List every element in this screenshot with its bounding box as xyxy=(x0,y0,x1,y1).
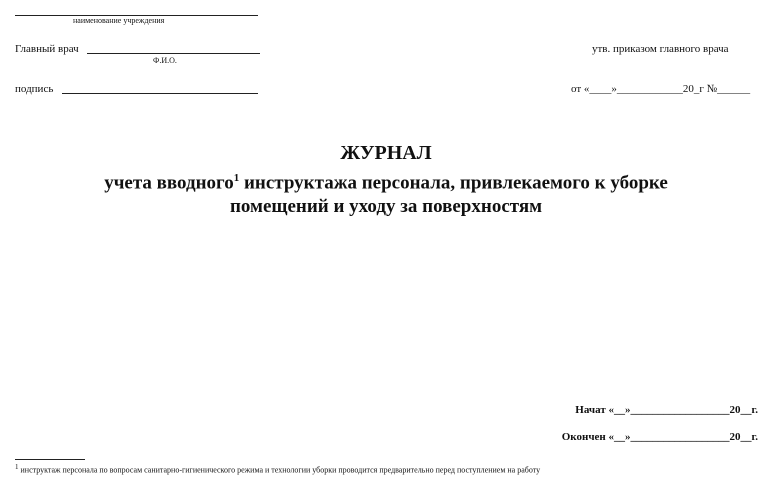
from-text: от «____»____________20_г №______ xyxy=(571,83,751,95)
institution-caption: наименование учреждения xyxy=(73,16,165,25)
approved-text: утв. приказом главного врача xyxy=(592,43,729,55)
journal-subtitle-line1: учета вводного$^1$ инструктажа персонала, привлекаемого к уборке xyxy=(104,172,668,194)
started-date: Начат «__»__________________20__г. xyxy=(575,404,758,416)
footnote-mark: 1 xyxy=(15,463,19,471)
fio-caption: Ф.И.О. xyxy=(153,56,177,65)
chief-line xyxy=(87,53,260,54)
footnote-separator xyxy=(15,459,85,460)
journal-title-block xyxy=(0,140,772,219)
footnote xyxy=(15,463,540,475)
signature-label: подпись xyxy=(15,83,54,95)
footnote-marker: 1 xyxy=(233,172,240,184)
journal-title: ЖУРНАЛ xyxy=(340,142,432,164)
journal-subtitle-line2: помещений и уходу за поверхностям xyxy=(229,196,543,218)
signature-line xyxy=(62,93,258,94)
footnote-text: инструктаж персонала по вопросам санитарно-гигиенического режима и технологии уборки проводится предварительно перед поступлением на работу xyxy=(18,465,541,475)
chief-label: Главный врач xyxy=(15,43,79,55)
finished-date: Окончен «__»__________________20__г. xyxy=(561,431,758,443)
